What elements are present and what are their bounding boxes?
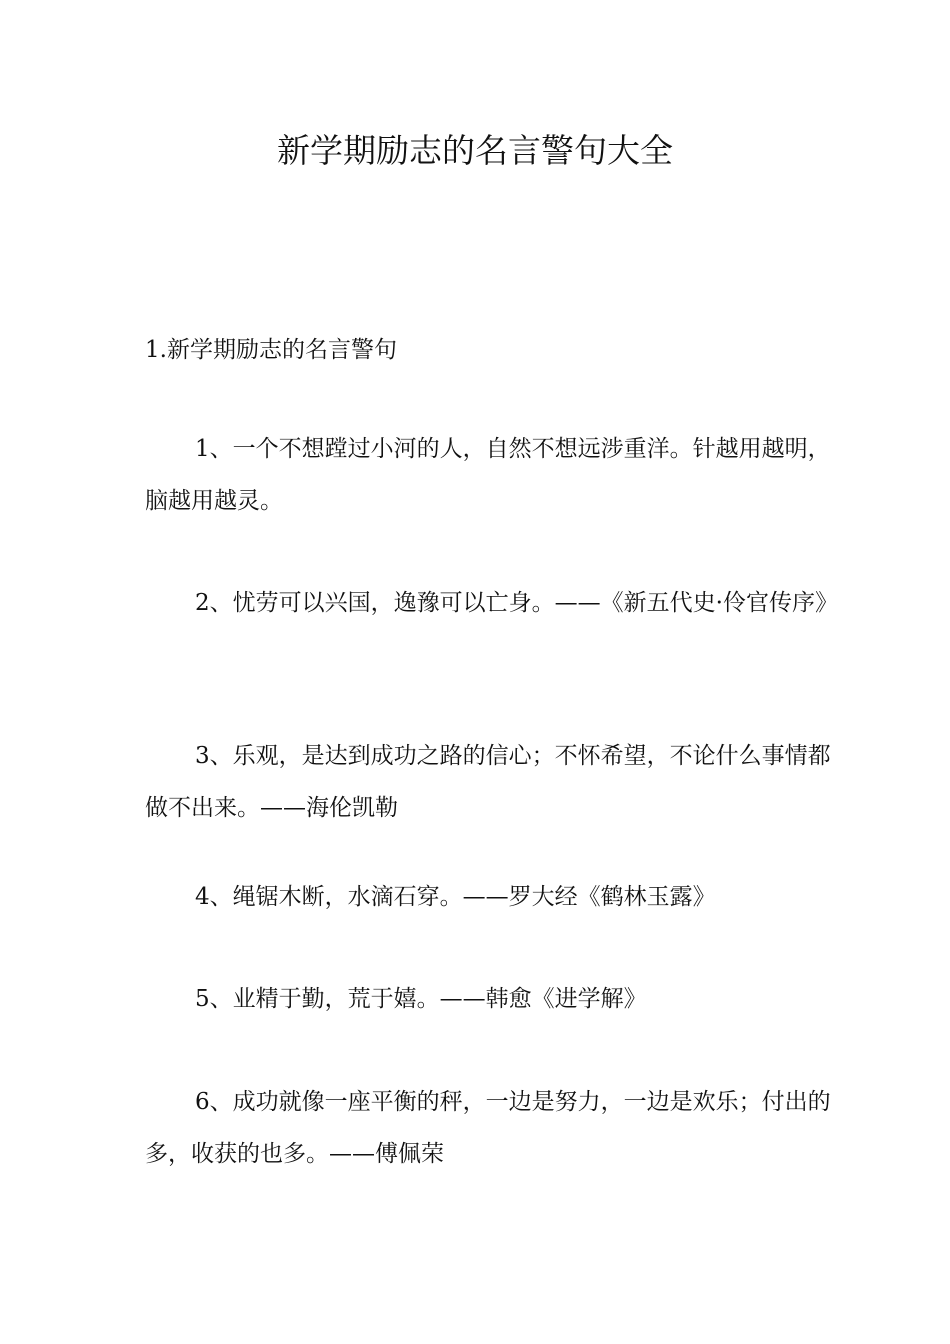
quote-paragraph: 3、乐观，是达到成功之路的信心；不怀希望，不论什么事情都做不出来。——海伦凯勒 <box>145 743 831 821</box>
page-title: 新学期励志的名言警句大全 <box>277 131 673 170</box>
section-heading: 1.新学期励志的名言警句 <box>145 337 397 363</box>
quote-paragraph: 1、一个不想蹚过小河的人，自然不想远涉重洋。针越用越明，脑越用越灵。 <box>145 436 831 514</box>
quote-paragraph: 2、忧劳可以兴国，逸豫可以亡身。——《新五代史·伶官传序》 <box>195 590 838 616</box>
quote-paragraph: 6、成功就像一座平衡的秤，一边是努力，一边是欢乐；付出的多，收获的也多。——傅佩荣 <box>145 1089 831 1167</box>
quote-paragraph: 4、绳锯木断，水滴石穿。——罗大经《鹤林玉露》 <box>195 884 716 910</box>
quote-paragraph: 5、业精于勤，荒于嬉。——韩愈《进学解》 <box>195 986 647 1012</box>
